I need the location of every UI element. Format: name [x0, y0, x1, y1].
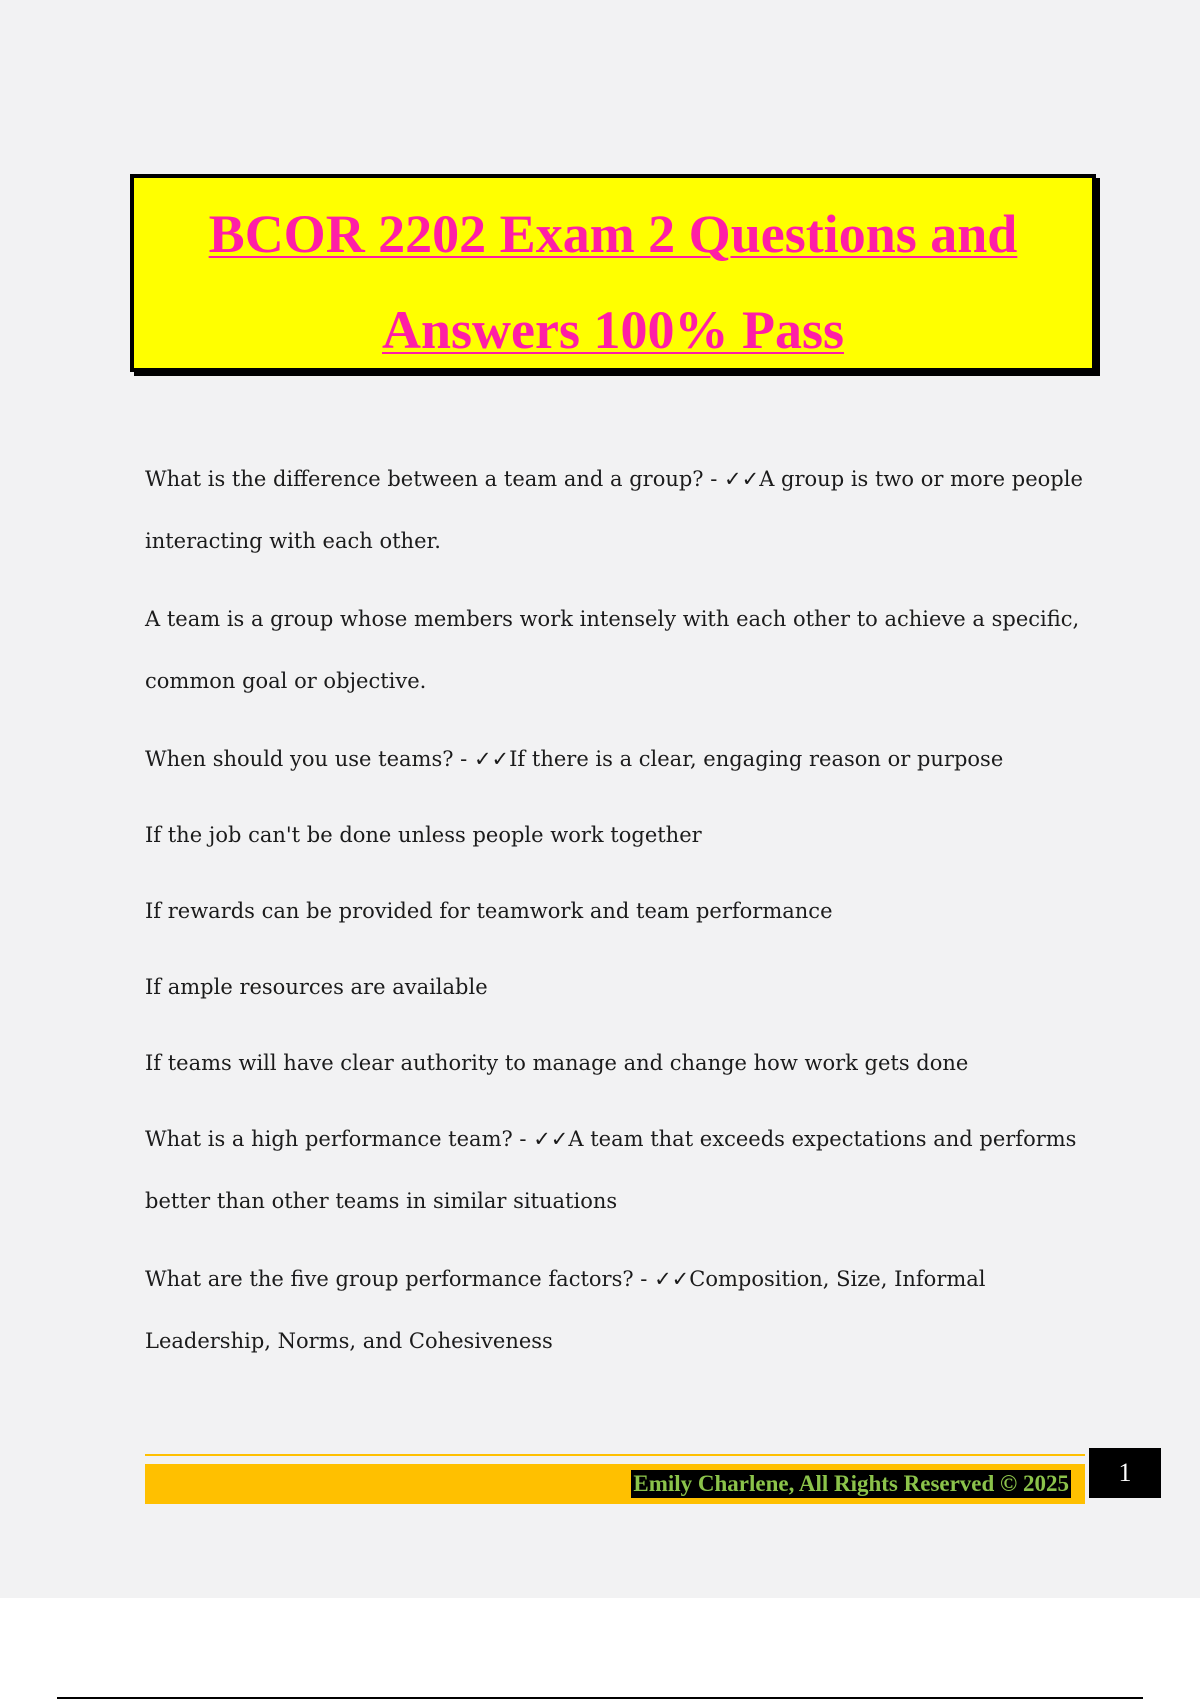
double-check-icon: ✓✓ [654, 1267, 690, 1291]
page-number: 1 [1089, 1448, 1161, 1498]
double-check-icon: ✓✓ [533, 1127, 569, 1151]
answer-text: A team that exceeds expectations and performs better than other teams in similar situations [145, 1127, 1077, 1213]
qa-paragraph-8 [145, 1108, 1095, 1232]
qa-paragraph-2: A team is a group whose members work intensely with each other to achieve a specific, common goal or objective. [145, 607, 1080, 693]
question-text: What is a high performance team? - [145, 1127, 534, 1151]
answer-text: If there is a clear, engaging reason or purpose [509, 747, 1004, 771]
qa-paragraph-5: If rewards can be provided for teamwork and team performance [145, 899, 833, 923]
title-line-2: Answers 100% Pass [381, 300, 844, 360]
answer-text: A group is two or more people interacting with each other. [145, 467, 1083, 553]
qa-paragraph-7: If teams will have clear authority to manage and change how work gets done [145, 1051, 969, 1075]
question-text: What are the five group performance factors? - [145, 1267, 655, 1291]
double-check-icon: ✓✓ [473, 747, 510, 771]
copyright-text: Emily Charlene, All Rights Reserved © 2025 [633, 1471, 1069, 1496]
title-line-1: BCOR 2202 Exam 2 Questions and [208, 204, 1018, 264]
bottom-divider [57, 1697, 1143, 1699]
question-text: When should you use teams? - [145, 747, 474, 771]
qa-paragraph-3 [145, 728, 1095, 790]
question-text: What is the difference between a team and a group? - [145, 467, 725, 491]
answer-text: Composition, Size, Informal Leadership, Norms, and Cohesiveness [145, 1267, 986, 1353]
qa-paragraph-1 [145, 448, 1095, 572]
qa-paragraph-6: If ample resources are available [145, 975, 488, 999]
footer-rule [145, 1454, 1085, 1456]
qa-content [145, 448, 1095, 1388]
qa-paragraph-4: If the job can't be done unless people work together [145, 823, 702, 847]
footer-bar [145, 1464, 1085, 1504]
title-banner [130, 174, 1096, 372]
qa-paragraph-9 [145, 1248, 1095, 1372]
double-check-icon: ✓✓ [724, 467, 760, 491]
